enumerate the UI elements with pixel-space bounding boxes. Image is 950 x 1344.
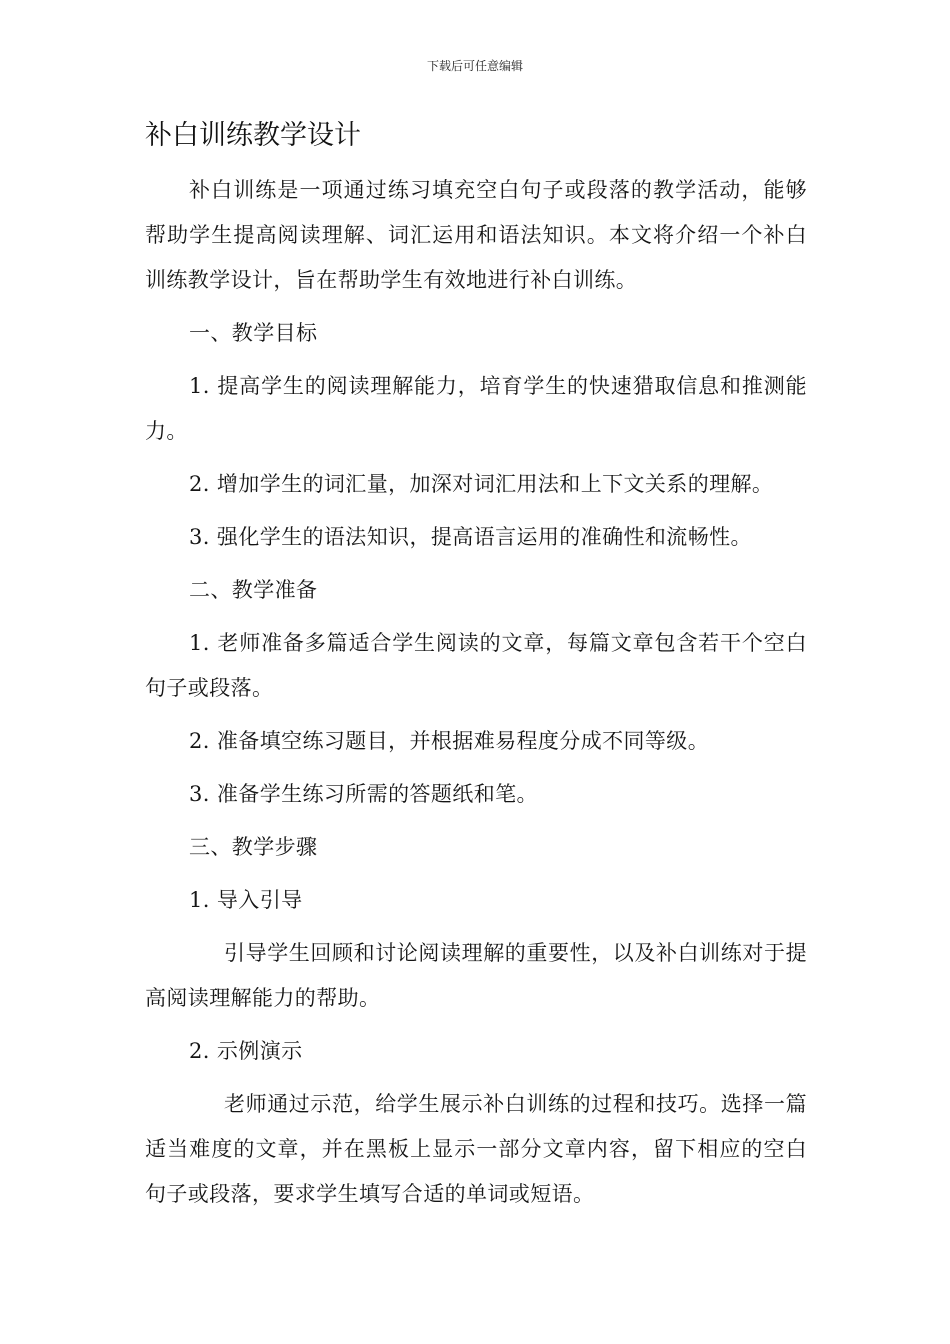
section1-item-1: 1. 提高学生的阅读理解能力，培育学生的快速猎取信息和推测能力。 (145, 374, 807, 443)
page-header-note: 下载后可任意编辑 (426, 59, 523, 73)
step-2-body: 老师通过示范，给学生展示补白训练的过程和技巧。选择一篇适当难度的文章，并在黑板上显示一部分文章内容，留下相应的空白句子或段落，要求学生填写合适的单词或短语。 (145, 1092, 807, 1206)
document-body (145, 118, 807, 1217)
document-title: 补白训练教学设计 (145, 120, 361, 151)
section1-item-2: 2. 增加学生的词汇量，加深对词汇用法和上下文关系的理解。 (189, 472, 774, 496)
section2-item-3: 3. 准备学生练习所需的答题纸和笔。 (189, 782, 538, 806)
section1-heading: 一、教学目标 (189, 321, 318, 345)
section2-heading: 二、教学准备 (189, 578, 318, 602)
step-2-title: 2. 示例演示 (189, 1039, 303, 1063)
section1-item-3: 3. 强化学生的语法知识，提高语言运用的准确性和流畅性。 (189, 525, 752, 549)
section2-item-1: 1. 老师准备多篇适合学生阅读的文章，每篇文章包含若干个空白句子或段落。 (145, 631, 807, 700)
section2-item-2: 2. 准备填空练习题目，并根据难易程度分成不同等级。 (189, 729, 710, 753)
step-1-title: 1. 导入引导 (189, 888, 303, 912)
intro-paragraph: 补白训练是一项通过练习填充空白句子或段落的教学活动，能够帮助学生提高阅读理解、词汇运用和语法知识。本文将介绍一个补白训练教学设计，旨在帮助学生有效地进行补白训练。 (145, 178, 807, 292)
section3-heading: 三、教学步骤 (189, 835, 318, 859)
step-1-body: 引导学生回顾和讨论阅读理解的重要性，以及补白训练对于提高阅读理解能力的帮助。 (145, 941, 807, 1010)
